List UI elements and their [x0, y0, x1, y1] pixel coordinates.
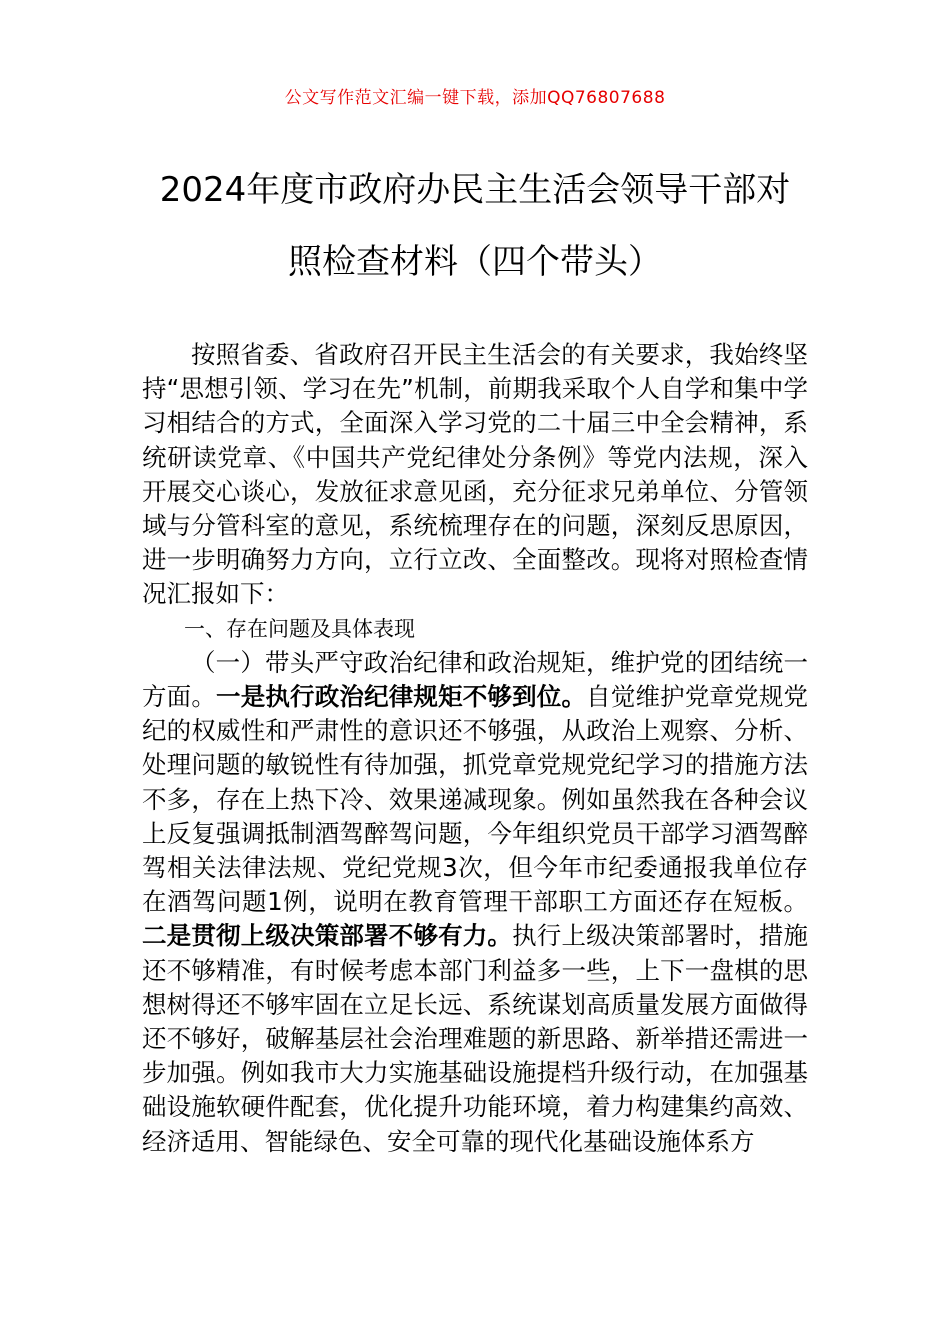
document-title [100, 154, 850, 298]
document-body [142, 338, 808, 1159]
download-banner: 公文写作范文汇编一键下载，添加QQ76807688 [284, 88, 666, 108]
point-2-text: 执行上级决策部署时，措施还不够精准，有时候考虑本部门利益多一些，上下一盘棋的思想树得还不够牢固在立足长远、系统谋划高质量发展方面做得还不够好，破解基层社会治理难题的新思路、新举措还需进一步加强。例如我市大力实施基础设施提档升级行动，在加强基础设施软硬件配套，优化提升功能环境，着力构建集约高效、经济适用、智能绿色、安全可靠的现代化基础设施体系方 [142, 921, 809, 1156]
point-2-title: 二是贯彻上级决策部署不够有力。 [142, 921, 513, 951]
section-heading: 一、存在问题及具体表现 [184, 616, 415, 641]
point-1-text: 自觉维护党章党规党纪的权威性和严肃性的意识还不够强，从政治上观察、分析、处理问题的敏锐性有待加强，抓党章党规党纪学习的措施方法不多，存在上热下冷、效果递减现象。例如虽然我在各种会议上反复强调抵制酒驾醉驾问题，今年组织党员干部学习酒驾醉驾相关法律法规、党纪党规3次，但今年市纪委通报我单位存在酒驾问题1例，说明在教育管理干部职工方面还存在短板。 [142, 682, 809, 917]
title-line-2: 照检查材料（四个带头） [288, 242, 662, 282]
section-paragraph [142, 646, 808, 1159]
title-line-1: 2024年度市政府办民主生活会领导干部对 [159, 170, 791, 210]
subsection-lead: （一）带头严守政治纪律和政治规矩，维护党的团结统一方面。 [142, 647, 808, 712]
intro-paragraph: 按照省委、省政府召开民主生活会的有关要求，我始终坚持“思想引领、学习在先”机制，前期我采取个人自学和集中学习相结合的方式，全面深入学习党的二十届三中全会精神，系统研读党章、《中国共产党纪律处分条例》等党内法规，深入开展交心谈心，发放征求意见函，充分征求兄弟单位、分管领域与分管科室的意见，系统梳理存在的问题，深刻反思原因，进一步明确努力方向，立行立改、全面整改。现将对照检查情况汇报如下： [142, 340, 808, 609]
point-1-title: 一是执行政治纪律规矩不够到位。 [216, 682, 587, 712]
